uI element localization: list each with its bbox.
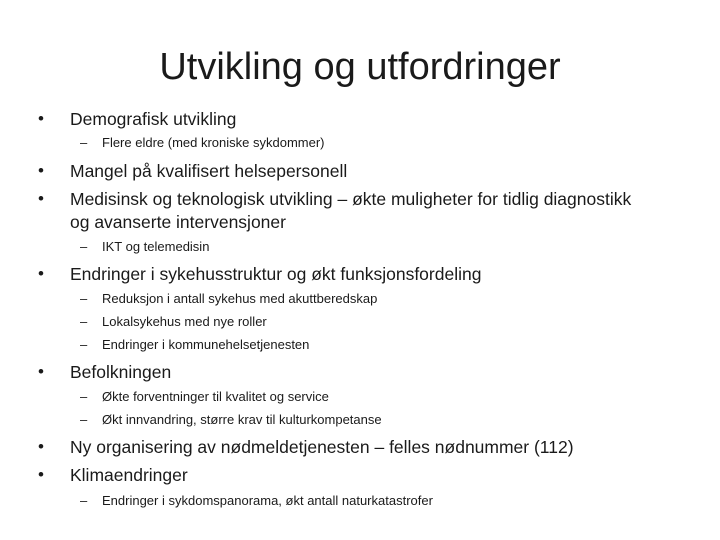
sub-innvandring: Økt innvandring, større krav til kulturkompetanse — [102, 412, 382, 427]
bullet-marker: • — [38, 362, 44, 381]
dash-marker: – — [80, 314, 88, 329]
bullet-befolkningen: Befolkningen — [70, 362, 172, 382]
sub-ikt: IKT og telemedisin — [102, 239, 210, 254]
sub-sykdomspanorama: Endringer i sykdomspanorama, økt antall naturkatastrofer — [102, 493, 433, 508]
bullet-klima: Klimaendringer — [70, 465, 188, 485]
sub-flere-eldre: Flere eldre (med kroniske sykdommer) — [102, 135, 325, 150]
bullet-mangel: Mangel på kvalifisert helsepersonell — [70, 161, 348, 181]
dash-marker: – — [80, 239, 88, 254]
sub-kommunehelse: Endringer i kommunehelsetjenesten — [102, 337, 310, 352]
bullet-endringer-sykehus: Endringer i sykehusstruktur og økt funksjonsfordeling — [70, 264, 482, 284]
bullet-marker: • — [38, 437, 44, 456]
dash-marker: – — [80, 493, 88, 508]
dash-marker: – — [80, 291, 88, 306]
bullet-nodmeld: Ny organisering av nødmeldetjenesten – felles nødnummer (112) — [70, 437, 574, 457]
bullet-marker: • — [38, 264, 44, 283]
bullet-marker: • — [38, 189, 44, 208]
slide-title: Utvikling og utfordringer — [159, 46, 561, 88]
bullet-demografisk: Demografisk utvikling — [70, 109, 237, 129]
sub-forventninger: Økte forventninger til kvalitet og service — [102, 389, 329, 404]
bullet-medisinsk-line2: og avanserte intervensjoner — [70, 212, 286, 232]
bullet-medisinsk-line1: Medisinsk og teknologisk utvikling – økte muligheter for tidlig diagnostikk — [70, 189, 632, 209]
sub-lokalsykehus: Lokalsykehus med nye roller — [102, 314, 267, 329]
sub-reduksjon: Reduksjon i antall sykehus med akuttberedskap — [102, 291, 378, 306]
bullet-marker: • — [38, 161, 44, 180]
dash-marker: – — [80, 337, 88, 352]
dash-marker: – — [80, 135, 88, 150]
bullet-marker: • — [38, 465, 44, 484]
bullet-marker: • — [38, 109, 44, 128]
dash-marker: – — [80, 389, 88, 404]
dash-marker: – — [80, 412, 88, 427]
